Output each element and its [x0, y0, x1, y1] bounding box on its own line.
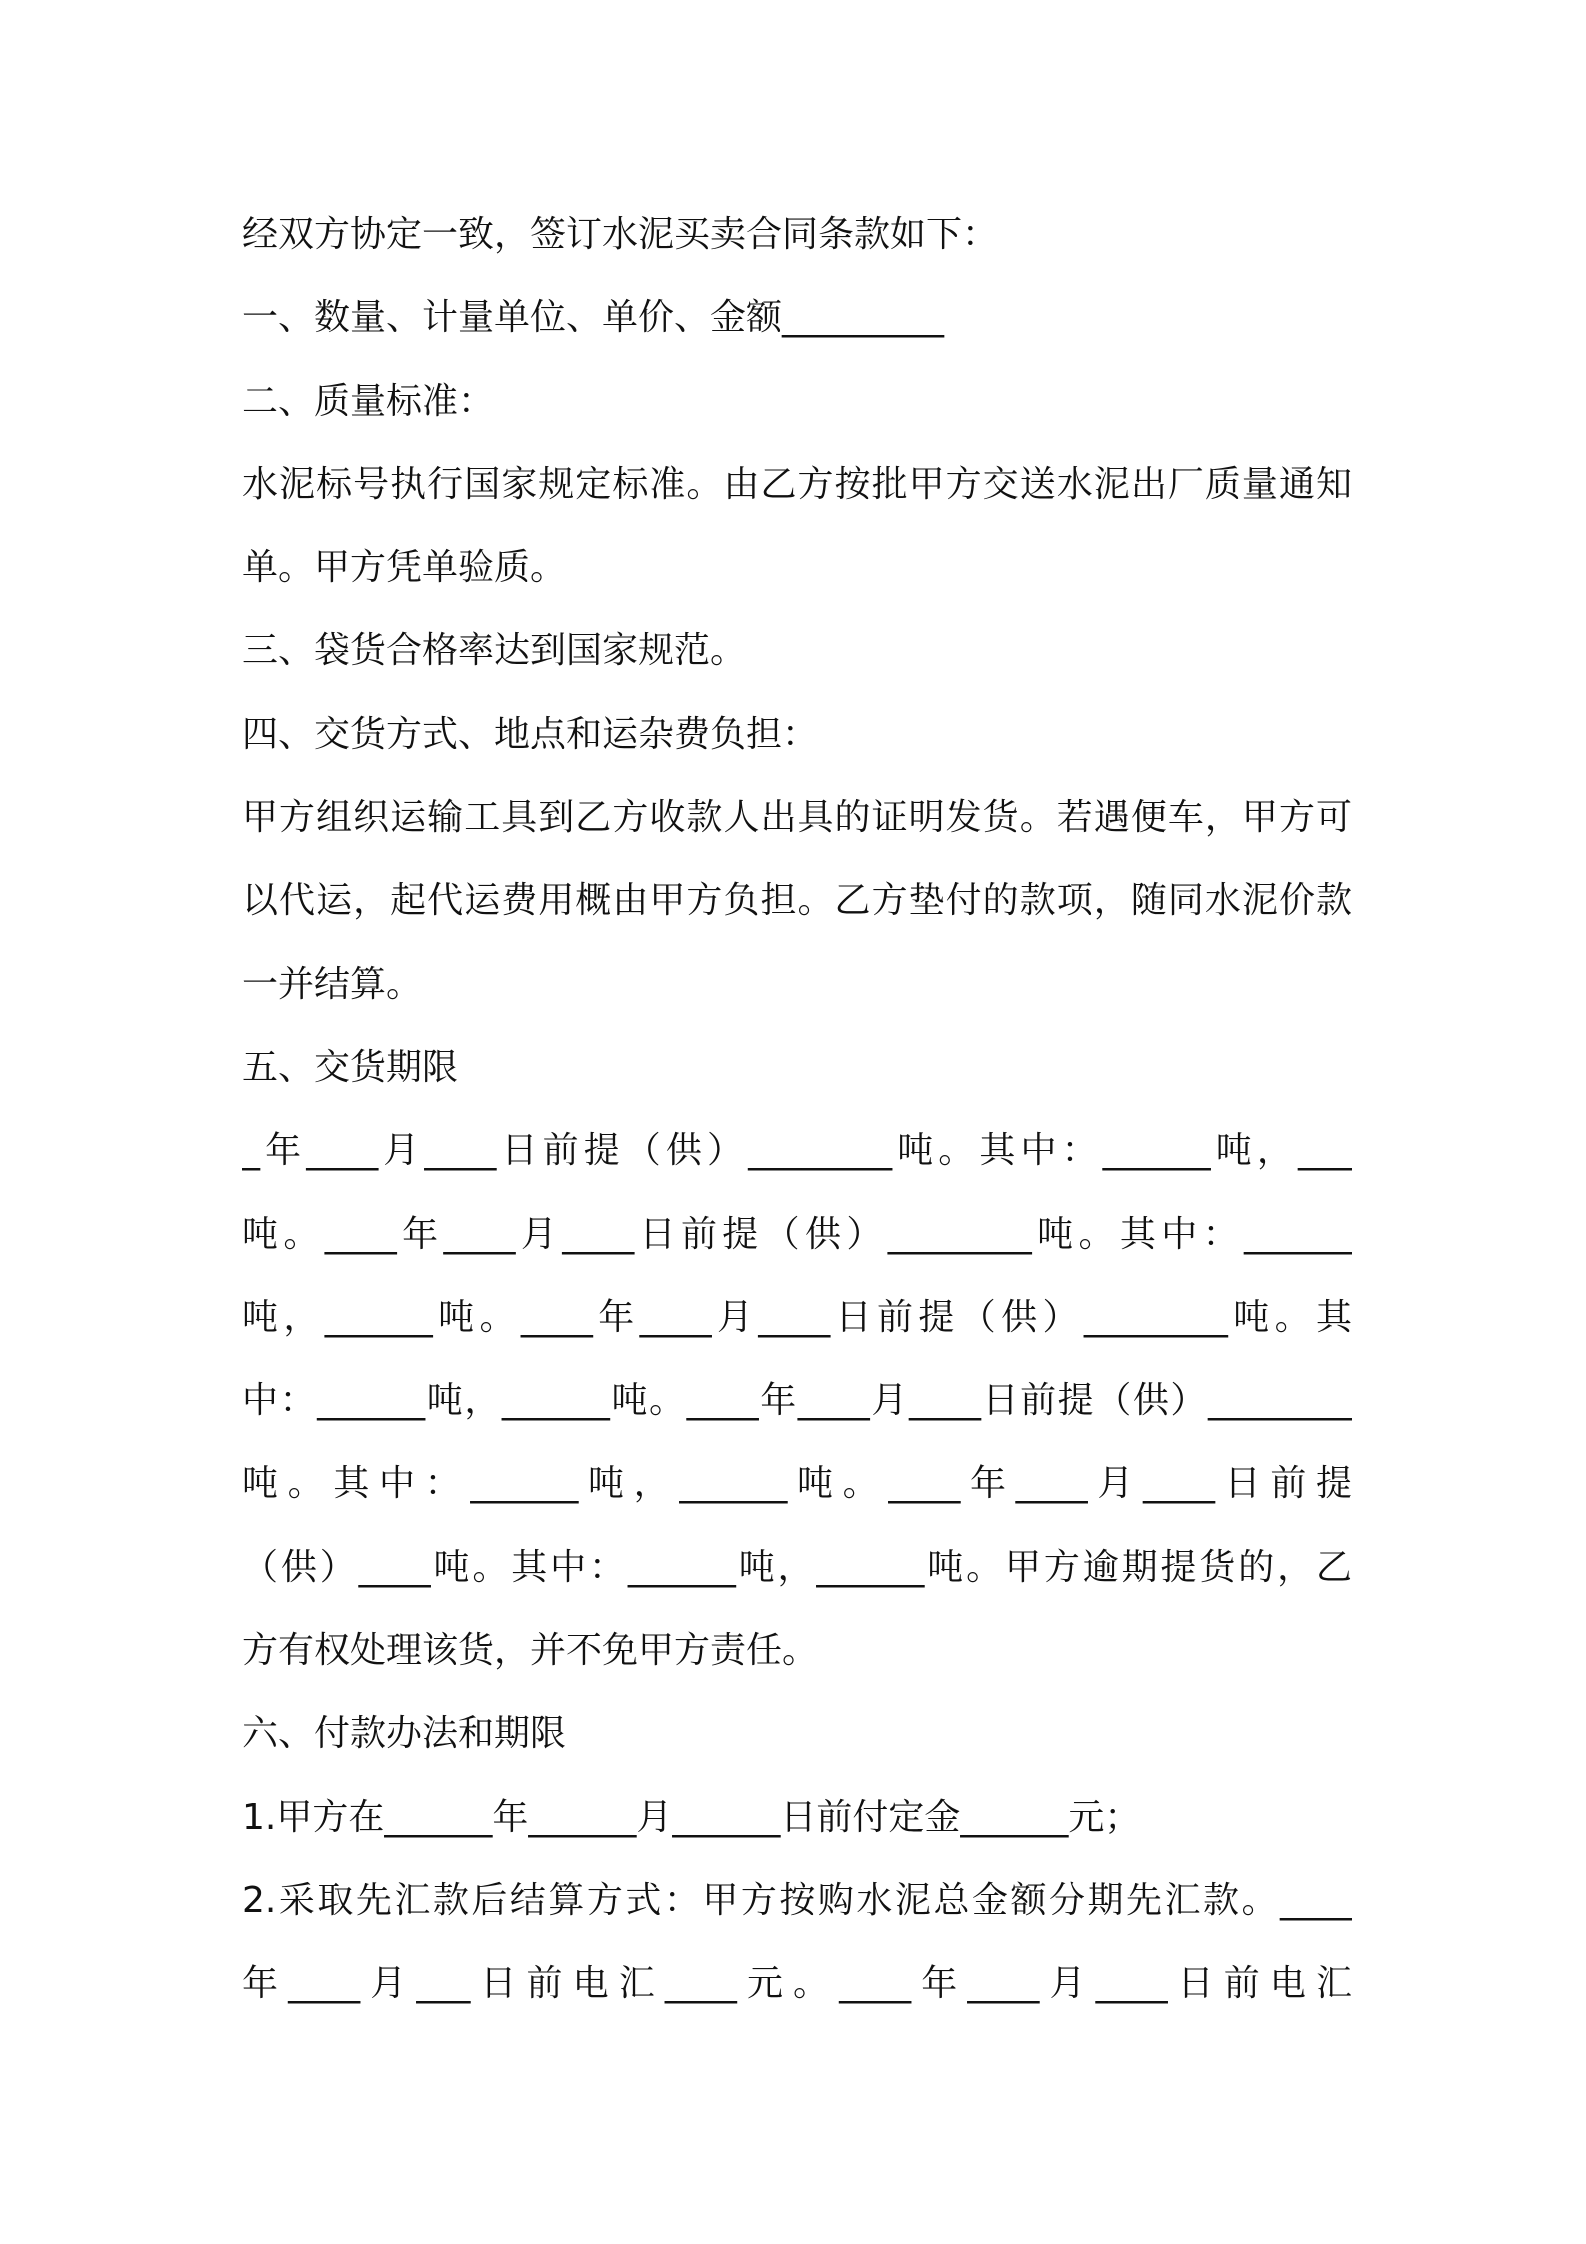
clause-5-body-line: _年____月____日前提（供）________吨。其中：______吨，___	[242, 1130, 1352, 1172]
clause-6-item-2-line: 2.采取先汇款后结算方式：甲方按购水泥总金额分期先汇款。____	[242, 1879, 1352, 1921]
clause-5-heading: 五、交货期限	[242, 1046, 459, 1088]
clause-2-heading: 二、质量标准：	[242, 380, 495, 422]
intro-line: 经双方协定一致，签订水泥买卖合同条款如下：	[242, 214, 999, 255]
clause-2-body-line: 单。甲方凭单验质。	[242, 547, 567, 589]
clause-3-heading: 三、袋货合格率达到国家规范。	[242, 630, 747, 672]
clause-5-body-line: （供）____吨。其中：______吨，______吨。甲方逾期提货的，乙	[242, 1546, 1352, 1588]
clause-4-body-line: 一并结算。	[242, 963, 423, 1005]
clause-5-body-line: 吨，______吨。____年____月____日前提（供）________吨。其	[242, 1296, 1352, 1338]
clause-5-body-line: 方有权处理该货，并不免甲方责任。	[242, 1630, 819, 1672]
clause-4-heading: 四、交货方式、地点和运杂费负担：	[242, 713, 819, 755]
clause-5-body-line: 中：______吨，______吨。____年____月____日前提（供）________	[242, 1380, 1352, 1422]
clause-6-heading: 六、付款办法和期限	[242, 1713, 567, 1755]
clause-4-body-line: 以代运，起代运费用概由甲方负担。乙方垫付的款项，随同水泥价款	[242, 880, 1352, 922]
clause-4-body-line: 甲方组织运输工具到乙方收款人出具的证明发货。若遇便车，甲方可	[242, 797, 1352, 839]
clause-5-body-line: 吨。其中：______吨，______吨。____年____月____日前提	[242, 1463, 1352, 1505]
clause-6-item-2-line: 年____月___日前电汇____元。____年____月____日前电汇	[242, 1963, 1352, 2005]
clause-6-item-1: 1.甲方在______年______月______日前付定金______元；	[242, 1796, 1141, 1838]
clause-5-body-line: 吨。____年____月____日前提（供）________吨。其中：______	[242, 1213, 1352, 1255]
contract-page	[242, 193, 1352, 2026]
clause-1-heading: 一、数量、计量单位、单价、金额_________	[242, 297, 945, 339]
clause-2-body-line: 水泥标号执行国家规定标准。由乙方按批甲方交送水泥出厂质量通知	[242, 463, 1352, 505]
